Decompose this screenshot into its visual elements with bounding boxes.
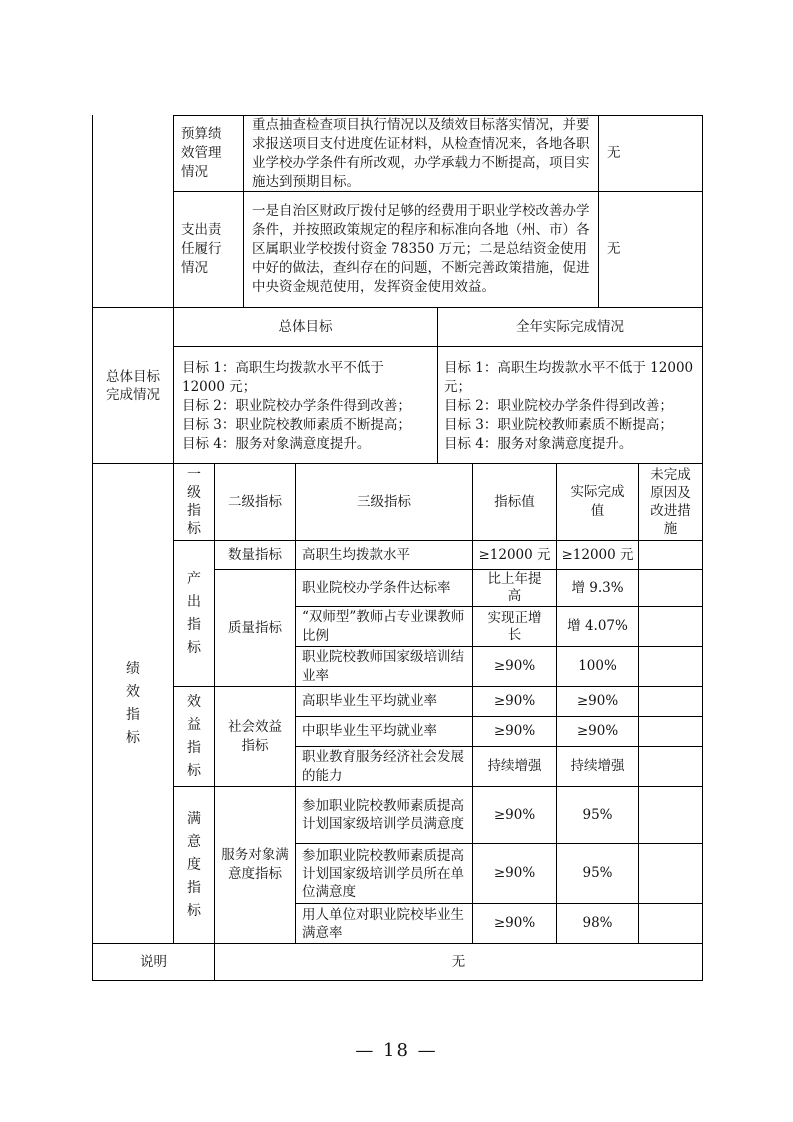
header-l3 [296,464,472,540]
item-target: 比上年提高 [487,571,542,604]
item-target: ≥90% [493,915,536,931]
table-row-target [473,717,556,746]
expense-resp-note: 无 [607,241,621,257]
l1-output [174,541,214,686]
header-reason-text: 未完成原因及改进措施 [650,467,691,537]
item-name: 职业院校教师国家级培训结业率 [302,648,464,684]
table-row-target [473,747,556,786]
header-actual [557,464,638,540]
page-number: — 18 — [355,1040,438,1061]
item-target: ≥12000 元 [478,546,551,563]
table-row-target [473,570,556,606]
table-row-name [296,647,472,686]
header-l3-text: 三级指标 [357,493,411,510]
l1-satisfaction [174,787,214,943]
table-row-actual [557,570,638,606]
overall-actual-header [438,308,702,346]
item-actual: ≥90% [576,723,619,739]
actual-item: 目标 1：高职生均拨款水平不低于 12000 元； [444,360,694,395]
l1-satisfaction-text: 满意度指标 [187,810,201,919]
header-l1-text: 一级指标 [187,467,201,537]
header-l2 [215,464,295,540]
budget-mgmt-note: 无 [607,145,621,161]
item-target: ≥90% [493,806,536,823]
table-row-target [473,687,556,716]
table-row-actual [557,607,638,646]
table-row-name [296,687,472,716]
l1-benefit [174,687,214,786]
header-target-text: 指标值 [494,493,535,510]
item-target: 实现正增长 [487,609,542,643]
item-name: “双师型”教师占专业课教师比例 [302,608,465,644]
l2-social-text: 社会效益指标 [228,718,282,754]
item-name: 用人单位对职业院校毕业生满意率 [302,906,464,941]
row-label [174,116,243,191]
l2-quantity-text: 数量指标 [228,546,282,563]
item-actual: 增 4.07% [567,618,628,634]
table-row-name [296,541,472,569]
table-row-actual [557,717,638,746]
explain-label: 说明 [140,953,167,970]
l2-service-text: 服务对象满意度指标 [221,847,289,882]
l1-output-text: 产出指标 [187,570,201,656]
perf-label-cell [93,464,173,943]
overall-goals-cell [174,347,437,463]
goal-item: 目标 2：职业院校办学条件得到改善； [182,398,411,414]
item-actual: ≥12000 元 [561,546,634,563]
table-row-actual [557,904,638,943]
table-row-target [473,787,556,843]
goal-item: 目标 4：服务对象满意度提升。 [182,436,371,452]
item-actual: ≥90% [576,693,619,709]
table-row-name [296,844,472,903]
item-actual: 100% [578,658,617,674]
actual-item: 目标 4：服务对象满意度提升。 [444,436,633,452]
table-border-bottom [92,980,703,981]
item-actual: 95% [582,806,613,823]
table-row-actual [557,787,638,843]
overall-actuals-cell [438,347,702,463]
table-row-target [473,607,556,646]
table-row-target [473,647,556,686]
expense-resp-label: 支出责任履行情况 [181,222,222,276]
actual-item: 目标 2：职业院校办学条件得到改善； [444,398,673,414]
overall-label: 总体目标完成情况 [106,368,160,403]
header-actual-text: 实际完成值 [570,484,625,519]
overall-goal-header [174,308,437,346]
table-row-target [473,904,556,943]
table-row-name [296,787,472,843]
header-reason [639,464,702,540]
overall-goal-header-text: 总体目标 [278,318,333,335]
item-target: ≥90% [493,658,536,674]
explain-value-cell [215,944,702,980]
item-actual: 增 9.3% [571,579,624,596]
item-actual: 95% [582,865,613,881]
table-row-name [296,904,472,943]
header-l2-text: 二级指标 [228,493,282,510]
l1-benefit-text: 效益指标 [187,693,201,779]
budget-mgmt-content: 重点抽查检查项目执行情况以及绩效目标落实情况，并要求报送项目支付进度佐证材料，从检查情况来，各地各职业学校办学条件有所改观，办学承载力不断提高，项目实施达到预期目标。 [252,116,590,190]
row-content [244,192,598,307]
table-row-name [296,607,472,646]
goal-item: 目标 1：高职生均拨款水平不低于 12000 元； [182,360,384,395]
expense-resp-content: 一是自治区财政厅拨付足够的经费用于职业学校改善办学条件，并按照政策规定的程序和标准向各地（州、市）各区属职业学校拨付资金 78350 万元；二是总结资金使用中好的做法，查纠存在的问题，不断完善政策措施，促进中央资金规范使用，发挥资金使用效益。 [252,203,590,295]
table-row-actual [557,541,638,569]
explain-value: 无 [451,953,466,970]
goal-item: 目标 3：职业院校教师素质不断提高； [182,417,411,433]
table-row-name [296,717,472,746]
header-l1 [174,464,214,540]
item-target: 持续增强 [487,758,542,774]
table-row-target [473,541,556,569]
perf-label: 绩效指标 [126,660,140,746]
item-actual: 持续增强 [570,758,625,774]
item-actual: 98% [582,915,613,931]
l2-quantity [215,541,295,569]
table-row-name [296,747,472,786]
header-target [473,464,556,540]
item-name: 职业院校办学条件达标率 [302,579,451,596]
table-row-actual [557,687,638,716]
actual-item: 目标 3：职业院校教师素质不断提高； [444,417,673,433]
item-name: 中职毕业生平均就业率 [302,723,437,739]
item-target: ≥90% [493,693,536,709]
overall-label-cell [93,308,173,463]
row-note [599,192,702,307]
item-name: 参加职业院校教师素质提高计划国家级培训学员满意度 [302,798,464,832]
l2-service [215,787,295,943]
item-name: 职业教育服务经济社会发展的能力 [302,748,464,784]
overall-actual-header-text: 全年实际完成情况 [516,318,624,335]
budget-mgmt-label: 预算绩效管理情况 [181,126,222,180]
l2-quality-text: 质量指标 [228,619,282,636]
item-target: ≥90% [493,723,536,739]
table-border-right [702,115,703,981]
table-row-actual [557,844,638,903]
l2-quality [215,570,295,686]
item-target: ≥90% [493,865,536,881]
row-note [599,116,702,191]
item-name: 高职毕业生平均就业率 [302,693,437,709]
l2-social [215,687,295,786]
row-content [244,116,598,191]
item-name: 参加职业院校教师素质提高计划国家级培训学员所在单位满意度 [302,847,464,900]
explain-label-cell [93,944,214,980]
item-name: 高职生均拨款水平 [302,546,410,563]
table-row-actual [557,647,638,686]
row-label [174,192,243,307]
table-row-name [296,570,472,606]
table-row-target [473,844,556,903]
table-row-actual [557,747,638,786]
